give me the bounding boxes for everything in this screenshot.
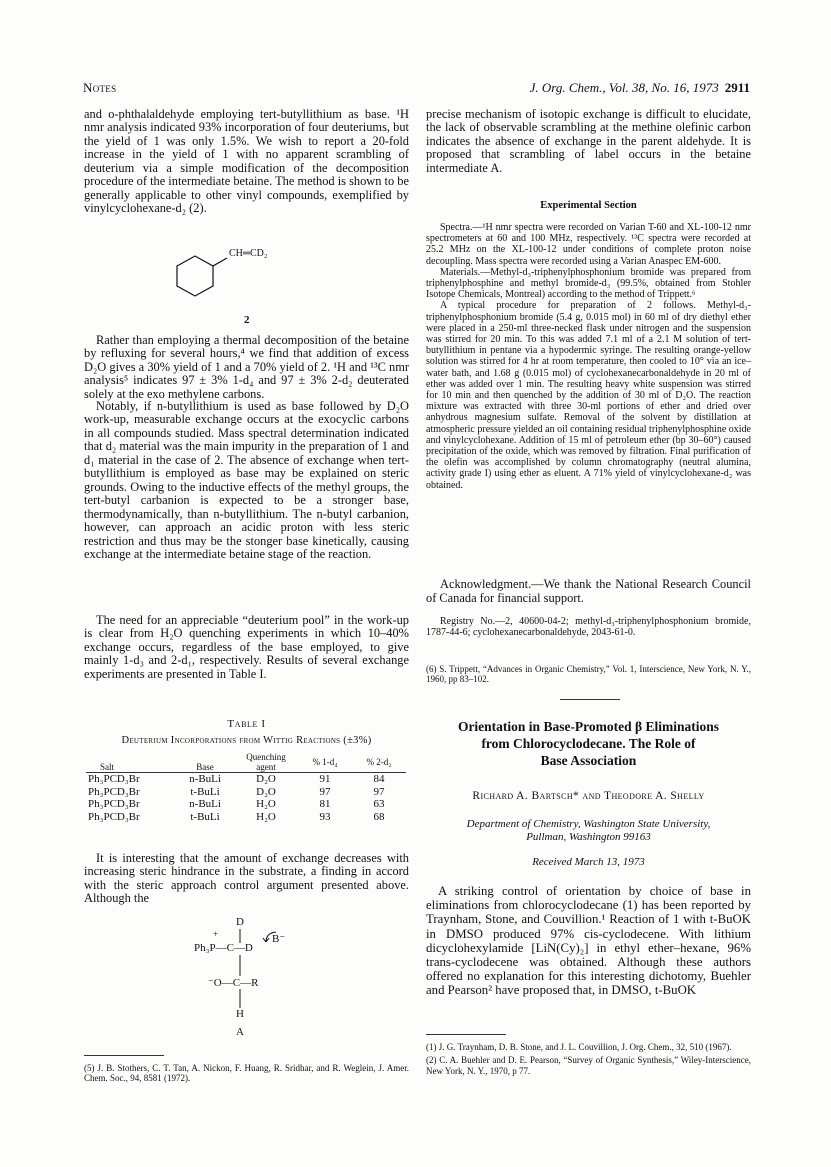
article-title-line-2: from Chlorocyclodecane. The Role of — [481, 736, 696, 751]
structure-2-number: 2 — [244, 314, 250, 326]
table-cell: 97 — [373, 785, 385, 798]
article-body: A striking control of orientation by choice of base in eliminations from chlorocyclodecane (1) has been reported by Traynham, Stone, and Couvillion.¹ Reaction of 1 with t-BuOK in DMSO produced 97% cis-cyclodecene. With lithium dicyclohexylamide [LiN(Cy)₂] in ethyl ether–hexane, 96% trans-cyclodecene was obtained. Although these authors offered no explanation for this interesting dichotomy, Buehler and Pearson² have proposed that, in DMSO, t-BuOK — [426, 884, 751, 998]
article-authors: Richard A. Bartsch* and Theodore A. Shelly — [472, 790, 705, 802]
table-header: Salt — [100, 762, 115, 772]
article-title-line-3: Base Association — [540, 753, 637, 768]
table-cell: Ph₃PCD₃Br — [88, 810, 140, 823]
table-row — [86, 773, 406, 786]
spectra-paragraph: Spectra.—¹H nmr spectra were recorded on Varian T-60 and XL-100-12 nmr spectrometers at 60 and 100 MHz, respectively. ¹³C spectra were recorded at 25.2 MHz on the XL-100-12 under conditions of complete proton noise decoupling. Mass spectra were recorded using a Varian Anaspec EM-600. — [426, 222, 751, 267]
table-cell: D₂O — [256, 785, 276, 798]
article-title-line-1: Orientation in Base-Promoted β Eliminations — [457, 719, 720, 734]
table-title: Deuterium Incorporations from Wittig Reactions (±3%) — [121, 735, 372, 746]
experimental-section — [426, 222, 751, 491]
structure-2-substituent: CH═CD₂ — [229, 248, 268, 259]
materials-paragraph: Materials.—Methyl-d₃-triphenylphosphonium bromide was prepared from triphenylphosphine and methyl bromide-d₃ (99.5%, obtained from Stohler Isotope Chemicals, Montreal) according to the method of Trippett.⁶ — [426, 266, 751, 301]
table-cell: n-BuLi — [189, 798, 221, 810]
received-date: Received March 13, 1973 — [532, 856, 645, 868]
article-separator — [560, 699, 620, 700]
experimental-heading: Experimental Section — [540, 200, 637, 211]
table-cell: Ph₃PCD₃Br — [88, 785, 140, 798]
table-cell: t-BuLi — [190, 785, 220, 798]
table-cell: 81 — [319, 798, 331, 810]
table-cell: n-BuLi — [189, 773, 221, 785]
table-grid — [86, 752, 406, 823]
table-header: Quenching agent — [246, 752, 286, 772]
table-cell: 97 — [319, 785, 331, 798]
left-paragraph-3: Notably, if n-butyllithium is used as base followed by D₂O work-up, measurable exchange occurs at the exocyclic carbons in all compounds studied. Mass spectral determination indicated that d₂ material was the main impurity in the preparation of 1 and d₁ material in the case of 2. The absence of exchange when tert-butyllithium is employed as base may be explained on steric grounds. Owing to the inductive effects of the methyl groups, the tert-butyl carbanion is expected to be a stronger base, thermodynamically, than n-butyllithium. The n-butyl carbanion, however, can approach an acidic proton with less steric restriction and thus may be the stonger base kinetically, causing exchange at the intermediate betaine stage of the reaction. — [84, 399, 409, 561]
structA-row2: ⁻O—C—R — [208, 977, 259, 989]
page-number: 2911 — [724, 80, 750, 95]
table-cell: t-BuLi — [190, 810, 220, 823]
table-row — [86, 811, 406, 824]
right-paragraph-1: precise mechanism of isotopic exchange is difficult to elucidate, the lack of observable scrambling at the methine olefinic carbon indicates the absence of exchange in the parent aldehyde. It is proposed that scrambling of label occurs in the betaine intermediate A. — [426, 107, 751, 175]
structA-b-minus: B⁻ — [272, 933, 286, 945]
table-1 — [86, 752, 406, 823]
table-cell: 91 — [319, 773, 331, 785]
registry-numbers: Registry No.—2, 40600-04-2; methyl-d₃-triphenylphosphonium bromide, 1787-44-6; cyclohexanecarbonaldehyde, 2043-61-0. — [426, 616, 751, 639]
footnote-1: (1) J. G. Traynham, D. B. Stone, and J. L. Couvillion, J. Org. Chem., 32, 510 (1967). — [426, 1042, 732, 1052]
left-paragraph-1: and o-phthalaldehyde employing tert-butyllithium as base. ¹H nmr analysis indicated 93% incorporation of four deuteriums, but the yield of 1 was only 1.5%. We wish to report a 20-fold increase in the yield of 1 with no apparent scrambling of deuterium via a simple modification of the decomposition procedure of the intermediate betaine. The method is shown to be generally applicable to other vinyl compounds, exemplified by vinylcyclohexane-d₂ (2). — [84, 107, 409, 216]
article-footnotes — [426, 1042, 751, 1079]
footnote-5: (5) J. B. Stothers, C. T. Tan, A. Nickon, F. Huang, R. Sridhar, and R. Weglein, J. Amer. Chem. Soc., 94, 8581 (1972). — [84, 1063, 409, 1084]
structA-h-bottom: H — [236, 1008, 244, 1020]
table-cell: 63 — [373, 798, 385, 810]
article-affiliation — [426, 818, 751, 844]
journal-citation: J. Org. Chem., Vol. 38, No. 16, 1973 — [529, 80, 719, 95]
table-label: Table I — [227, 718, 266, 730]
table-cell: 84 — [373, 773, 385, 785]
typical-procedure: A typical procedure for preparation of 2 follows. Methyl-d₃-triphenylphosphonium bromide (5.4 g, 0.015 mol) in 60 ml of dry diethyl ether were placed in a 250-ml three-necked flask under nitrogen and the suspension was stirred for 20 min. To this was added 7.1 ml of a 2.1 M solution of tert-butyllithium in pentane via a hypodermic syringe. The resulting orange-yellow solution was stirred for 4 hr at room temperature, then cooled to 10° via an ice–water bath, and 1.68 g (0.015 mol) of cyclohexanecarbonaldehyde in 20 ml of ether was added over 1 min. The resulting heavy white suspension was stirred for 10 min and then quenched by the addition of 30 ml of D₂O. The reaction mixture was extracted with three 30-ml portions of ether and dried over anhydrous magnesium sulfate. Removal of the solvent by distillation at atmospheric pressure yielded an oil containing residual triphenylphosphine oxide and vinylcyclohexane. Addition of 15 ml of petroleum ether (bp 30–60°) caused precipitation of the oxide, which was removed by filtration. Final purification of the olefin was accomplished by column chromatography (neutral alumina, activity grade I) using ether as eluent. A 71% yield of vinylcyclohexane-d₂ was obtained. — [426, 300, 751, 491]
structA-bonds — [186, 916, 316, 1041]
footnote-rule-left — [84, 1055, 164, 1056]
table-cell: Ph₃PCD₃Br — [88, 798, 140, 810]
table-cell: D₂O — [256, 773, 276, 785]
structA-row1: Ph₃P—C—D — [194, 942, 253, 954]
table-cell: H₂O — [256, 810, 276, 823]
footnote-6: (6) S. Trippett, “Advances in Organic Chemistry,” Vol. 1, Interscience, New York, N. Y., 1960, pp 83–102. — [426, 664, 751, 685]
left-footnotes — [84, 1063, 409, 1087]
acknowledgment: Acknowledgment.—We thank the National Research Council of Canada for financial support. — [426, 577, 751, 605]
structA-plus: + — [213, 929, 219, 939]
running-header-right — [480, 80, 750, 96]
affiliation-line-2: Pullman, Washington 99163 — [526, 831, 651, 843]
structA-d-top: D — [236, 916, 244, 928]
left-paragraph-5: It is interesting that the amount of exchange decreases with increasing steric hindrance in the substrate, a finding in accord with the steric approach control argument presented above. Although the — [84, 851, 409, 906]
table-row — [86, 786, 406, 799]
left-paragraph-2: Rather than employing a thermal decomposition of the betaine by refluxing for several hours,⁴ we find that addition of excess D₂O gives a 30% yield of 1 and a 70% yield of 2. ¹H and ¹³C nmr analysis⁵ indicates 97 ± 3% 1-d₄ and 97 ± 3% 2-d₂ deuterated solely at the exo methylene carbons. — [84, 333, 409, 401]
affiliation-line-1: Department of Chemistry, Washington State University, — [466, 818, 711, 830]
structure-A — [186, 916, 316, 1041]
footnote-2: (2) C. A. Buehler and D. E. Pearson, “Survey of Organic Synthesis,” Wiley-Interscience, New York, N. Y., 1970, p 77. — [426, 1055, 751, 1076]
table-cell: H₂O — [256, 798, 276, 810]
left-paragraph-4: The need for an appreciable “deuterium pool” in the work-up is clear from H₂O quenching experiments in which 10–40% exchange occurs, regardless of the base employed, to give mainly 1-d₃ and 2-d₁, respectively. Results of several exchange experiments are presented in Table I. — [84, 613, 409, 681]
structA-label: A — [236, 1026, 244, 1038]
table-cell: 68 — [373, 810, 385, 823]
table-header: % 1-d₄ — [312, 757, 338, 767]
running-header-left: Notes — [83, 80, 117, 95]
table-row — [86, 798, 406, 811]
table-cell: Ph₃PCD₃Br — [88, 773, 140, 785]
article-title — [426, 718, 751, 769]
footnote-rule-right — [426, 1034, 506, 1035]
table-header: % 2-d₂ — [366, 757, 392, 767]
table-cell: 93 — [319, 810, 331, 823]
structure-2 — [165, 248, 325, 308]
table-header: Base — [196, 762, 214, 772]
right-footnotes — [426, 664, 751, 688]
